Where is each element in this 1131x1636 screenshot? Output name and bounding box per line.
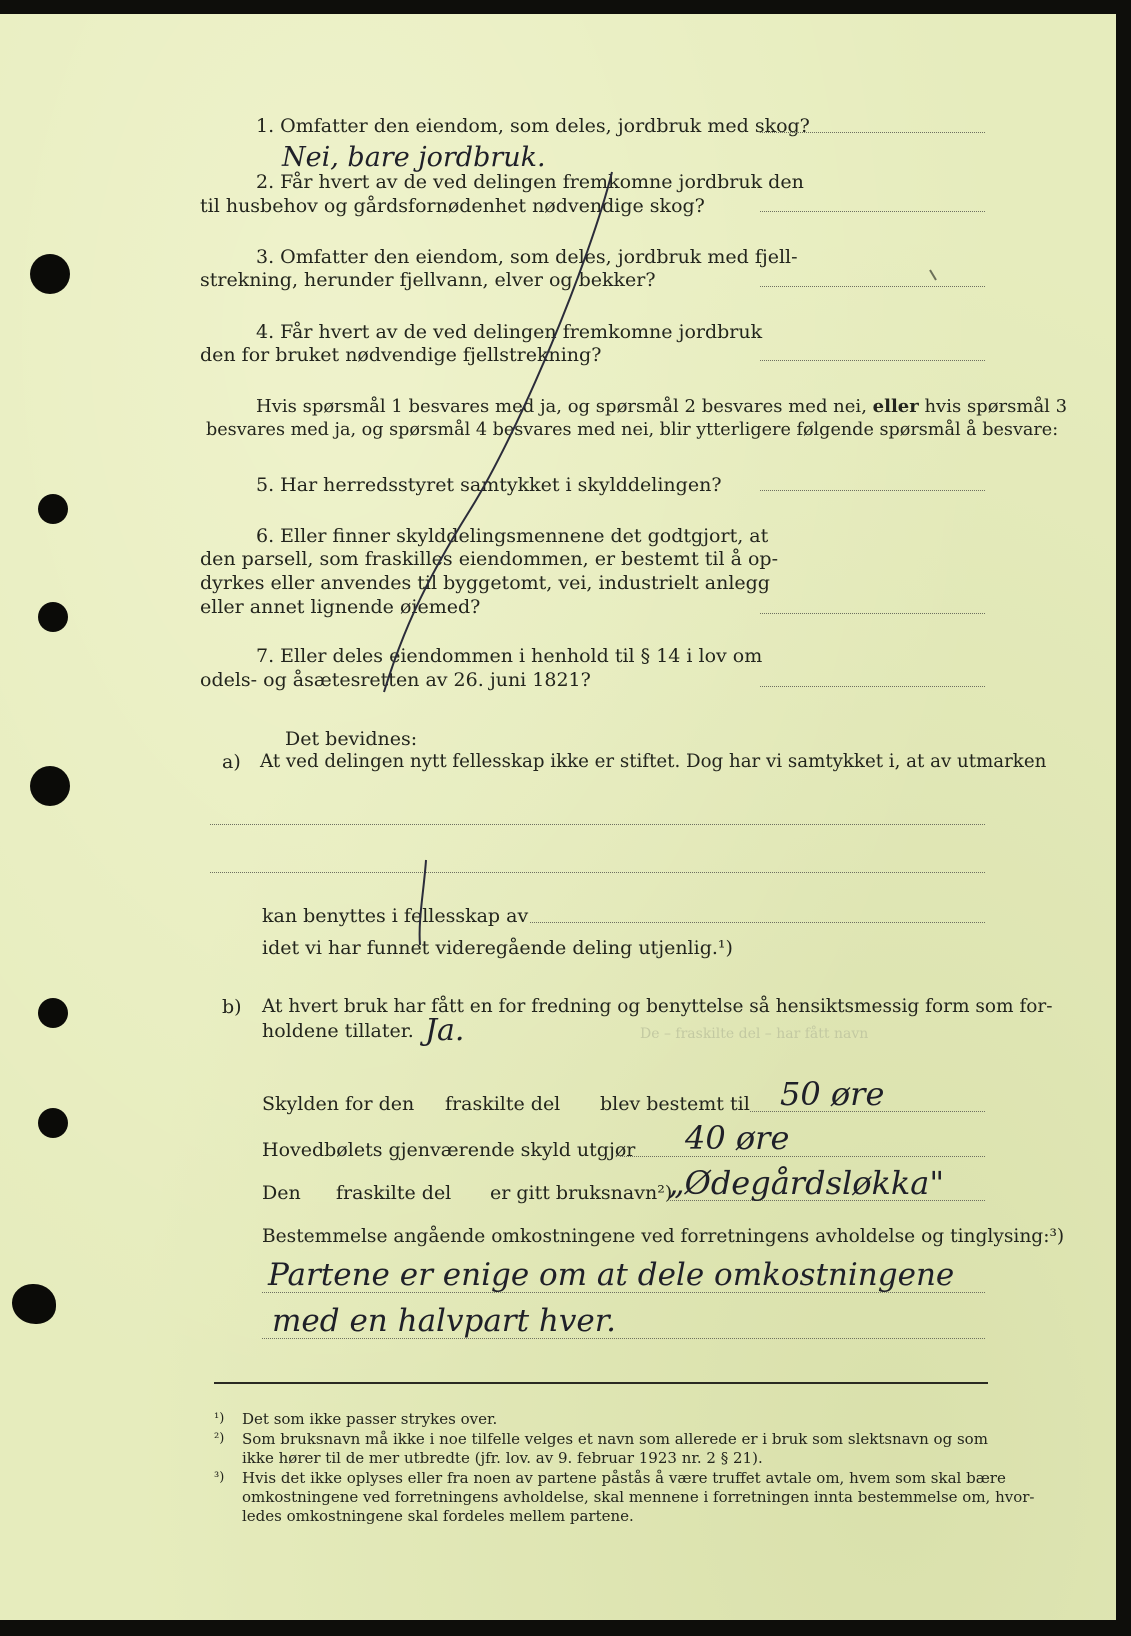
handwritten-bruksnavn-value: „Ødegårdsløkka" (668, 1164, 945, 1202)
question-4-line-2: den for bruket nødvendige fjellstrekning? (200, 344, 602, 366)
omkostning-label: Bestemmelse angående omkostningene ved forretningens avholdelse og tinglysing:³) (262, 1226, 1065, 1247)
answer-line (760, 686, 985, 687)
value-line (262, 1292, 985, 1293)
funnet-line: idet vi har funnet videregående deling utjenlig.¹) (262, 937, 733, 959)
attest-b-label: b) (222, 996, 242, 1018)
question-4-line-1: 4. Får hvert av de ved delingen fremkomne jordbruk (256, 321, 763, 343)
attest-b-line-1: At hvert bruk har fått en for fredning og benyttelse så hensiktsmessig form som for- (262, 996, 1053, 1017)
handwritten-answer-b: Ja. (425, 1013, 465, 1048)
blank-line (210, 824, 985, 825)
fellesskap-line: kan benyttes i fellesskap av (262, 905, 529, 927)
footnote-3-line-1: Hvis det ikke oplyses eller fra noen av partene påstås å være truffet avtale om, hvem som skal bære (242, 1469, 1006, 1487)
condition-text-a: Hvis spørsmål 1 besvares med ja, og spørsmål 2 besvares med nei, (256, 396, 867, 417)
punch-hole (38, 494, 68, 524)
footnote-1-marker: ¹) (214, 1411, 225, 1426)
bleed-through-text: De – fraskilte del – har fått navn (640, 1026, 869, 1042)
footnote-2-marker: ²) (214, 1431, 225, 1446)
attest-a-label: a) (222, 751, 241, 773)
punch-hole (38, 998, 68, 1028)
answer-line (760, 211, 985, 212)
question-6-line-4: eller annet lignende øiemed? (200, 596, 481, 618)
punch-hole (38, 602, 68, 632)
handwritten-omkostning-line-2: med en halvpart hver. (272, 1303, 617, 1339)
punch-hole (30, 254, 70, 294)
hovedbol-label: Hovedbølets gjenværende skyld utgjør (262, 1139, 636, 1161)
footnote-2-line-2: ikke hører til de mer utbredte (jfr. lov. av 9. februar 1923 nr. 2 § 21). (242, 1449, 763, 1467)
skylden-label-a: Skylden for den (262, 1093, 415, 1115)
condition-line-1 (256, 398, 1067, 416)
footnote-3-marker: ³) (214, 1470, 225, 1485)
footnote-3-line-3: ledes omkostningene skal fordeles mellem partene. (242, 1507, 634, 1525)
question-6-line-3: dyrkes eller anvendes til byggetomt, vei, industrielt anlegg (200, 572, 770, 594)
scan-border-bottom (0, 1620, 1131, 1636)
footnote-1: Det som ikke passer strykes over. (242, 1410, 498, 1428)
footnote-3-line-2: omkostningene ved forretningens avholdelse, skal mennene i forretningen innta bestemmelse om, hvor- (242, 1488, 1035, 1506)
question-7-line-2: odels- og åsætesretten av 26. juni 1821? (200, 669, 591, 691)
attest-b-line-2: holdene tillater. (262, 1020, 414, 1042)
punch-hole (38, 1108, 68, 1138)
answer-line (760, 490, 985, 491)
condition-text-b: hvis spørsmål 3 (924, 396, 1068, 417)
value-line (620, 1156, 985, 1157)
question-3-line-1: 3. Omfatter den eiendom, som deles, jordbruk med fjell- (256, 246, 798, 268)
handwritten-hovedbol-value: 40 øre (685, 1119, 790, 1157)
question-3-line-2: strekning, herunder fjellvann, elver og bekker? (200, 269, 656, 291)
answer-line (760, 613, 985, 614)
answer-line (760, 360, 985, 361)
handwritten-answer-1: Nei, bare jordbruk. (282, 142, 546, 173)
skylden-label-c: blev bestemt til (600, 1093, 750, 1115)
punch-hole (30, 766, 70, 806)
question-6-line-2: den parsell, som fraskilles eiendommen, er bestemt til å op- (200, 548, 779, 570)
question-2-line-1: 2. Får hvert av de ved delingen fremkomne jordbruk den (256, 171, 804, 193)
answer-line (760, 286, 985, 287)
condition-text-bold: eller (872, 396, 919, 417)
question-1: 1. Omfatter den eiendom, som deles, jordbruk med skog? (256, 115, 810, 137)
skylden-label-b: fraskilte del (445, 1093, 561, 1115)
bruksnavn-label-b: fraskilte del (336, 1182, 452, 1204)
attest-a-text: At ved delingen nytt fellesskap ikke er stiftet. Dog har vi samtykket i, at av utmarken (260, 751, 1047, 772)
punch-hole (12, 1284, 56, 1324)
question-2-line-2: til husbehov og gårdsfornødenhet nødvendige skog? (200, 195, 705, 217)
document-page (0, 14, 1116, 1620)
handwritten-skyld-value: 50 øre (780, 1075, 885, 1113)
question-5: 5. Har herredsstyret samtykket i skylddelingen? (256, 474, 722, 496)
answer-line (760, 132, 985, 133)
question-6-line-1: 6. Eller finner skylddelingsmennene det godtgjort, at (256, 525, 769, 547)
blank-line (210, 872, 985, 873)
condition-line-2: besvares med ja, og spørsmål 4 besvares med nei, blir ytterligere følgende spørsmål å besvare: (206, 420, 1059, 440)
footnote-2-line-1: Som bruksnavn må ikke i noe tilfelle velges et navn som allerede er i bruk som slektsnavn og som (242, 1430, 988, 1448)
footnote-rule (214, 1382, 988, 1384)
attest-heading: Det bevidnes: (285, 728, 418, 750)
blank-line (530, 922, 985, 923)
value-line (262, 1338, 985, 1339)
scan-border-right (1116, 0, 1131, 1636)
handwritten-omkostning-line-1: Partene er enige om at dele omkostningene (268, 1257, 955, 1293)
bruksnavn-label-c: er gitt bruksnavn²) (490, 1182, 673, 1204)
bruksnavn-label-a: Den (262, 1182, 301, 1204)
question-7-line-1: 7. Eller deles eiendommen i henhold til § 14 i lov om (256, 645, 763, 667)
